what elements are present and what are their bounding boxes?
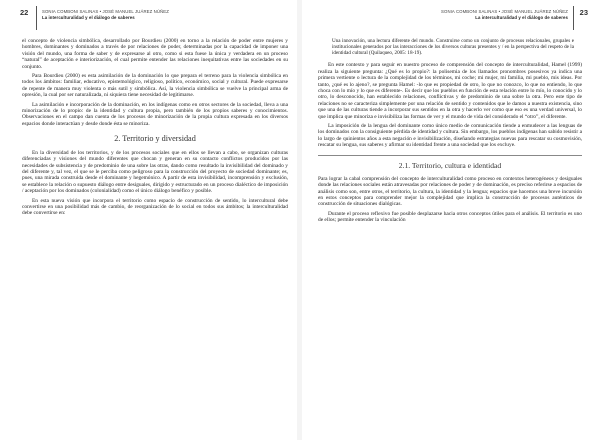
- left-running-head: [42, 9, 169, 21]
- right-page: [302, 0, 599, 440]
- header-divider: [36, 6, 37, 30]
- section-heading: 2. Territorio y diversidad: [114, 134, 196, 144]
- left-page-number: 22: [20, 8, 29, 17]
- block-quote: Una innovación, una lectura diferente del mundo. Construirse como un conjunto de procesos relacionales, grupales e institucionales generados por las interacciones de los diversos culturas presentes y / en la perspectiva del respeto de la identidad cultural (Quilaqueo, 2005: 18-19).: [332, 38, 574, 57]
- paragraph: En la diversidad de los territorios, y de los procesos sociales que en ellos se llevan a cabo, se organizan culturas diferenciadas y visiones del mundo diferentes que chocan y generan en su contacto conflictos producidos por las necesidades de subsistencia y de predominio de una sobre las otras, dando como resultado la invisibilidad del dominado y del diferente y, tal vez, el que se le perciba como peligroso para la construcción del proyecto de sociedad dominante; es, pues, una mirada construida desde el dominante y hegemónico. A partir de esta invisibilidad, incomprensión y exclusión, se establece la relación o supuesto diálogo entre desiguales, dirigido y estructurado en un proceso dialéctico de imposición / aceptación por los dominados (colonialidad) como el único diálogo benéfico y posible.: [22, 149, 288, 195]
- paragraph: Para Bourdieu (2000) es esta asimilación de la dominación lo que prepara el terreno para la violencia simbólica en todos los ámbitos: familiar, educativo, epistemológico, religioso, político, económico, social y cultural. Puede expresarse de repente de manera muy violenta o más sutil y simbólica. Así, la violencia simbólica se vuelve la principal arma de opresión, la cual por ser naturalizada, ni siquiera tiene necesidad de legitimarse.: [22, 73, 288, 99]
- header-divider: [573, 6, 574, 30]
- paragraph: Durante el proceso reflexivo fue posible desplazarse hacia otros conceptos útiles para el análisis. El territorio es uno de ellos; permite entender la vinculación: [318, 210, 582, 224]
- paragraph: En este contexto y para seguir en nuestro proceso de comprensión del concepto de interculturalidad, Hamel (1999) realiza la siguiente pregunta: ¿Qué es lo propio?: la polisemia de los llamados pronombres posesivos ya indica una primera vertiente o lectura de la complejidad de los términos, mi coche; mi mujer, mi familia, mi pueblo, mis ideas. Por tanto, ¿qué es lo ajeno?, se pregunta Hamel: -lo que es propiedad de otro, lo que no conozco, lo que no entiendo, lo que choca con lo mío y lo que es diferente-. Es decir que los pueblos en función de esta relación entre lo mío, lo conocido y lo otro, lo desconocido, han establecido relaciones, conflictivas y de predominio de una sobre la otra. Pero este tipo de relaciones no se caracteriza simplemente por una relación de sentido y contenidos que le damos a nuestra existencia, sino que una de las culturas tiende a incorporar sus sentidos en la otra y hacerlo ver como que eso es una verdad universal, lo que implica que minoriza e invisibiliza las formas de ver y el mundo de vida del considerado el “otro”, el diferente.: [318, 62, 582, 120]
- left-page-header: [20, 8, 290, 30]
- paragraph: Para lograr la cabal comprensión del concepto de interculturalidad como proceso en contextos heterogéneos y desiguales donde las relaciones sociales están atravesadas por relaciones de poder y de dominación, es preciso referirse a espacios de análisis como son, entre otros, el territorio, la cultura, la identidad y la lengua; espacios que hacemos una breve incursión en estos conceptos para comprender mejor la complejidad que implica la construcción de procesos auténticos de construcción de situaciones dialógicas.: [318, 175, 582, 208]
- subsection-heading: 2.1. Territorio, cultura e identidad: [398, 161, 502, 171]
- left-page-body: [22, 38, 288, 220]
- right-page-body: [318, 38, 582, 227]
- header-authors: SONIA COMBONI SALINAS • JOSÉ MANUEL JUÁREZ NÚÑEZ: [42, 9, 169, 14]
- paragraph: En esta nueva visión que incorpora el territorio como espacio de construcción de sentido, lo intercultural debe convertirse en una posibilidad más de cambio, de reorganización de lo social en todos sus ámbitos; la interculturalidad debe convertirse en:: [22, 197, 288, 217]
- right-running-head: [441, 9, 568, 21]
- header-authors: SONIA COMBONI SALINAS • JOSÉ MANUEL JUÁREZ NÚÑEZ: [441, 9, 568, 14]
- right-page-number: 23: [579, 8, 588, 17]
- paragraph: el concepto de violencia simbólica, desarrollado por Bourdieu (2000) en torno a la relación de poder entre mujeres y hombres, dominantes y dominados a través de por relaciones de poder, determinadas por la capacidad de imponer una visión del mundo, una forma de saber y de expresarse al otro, como si esta fuese la única y verdadera en un proceso “natural” de aceptación e interiorización, el cual permite entender las relaciones inequitativas entre las sociedades en su conjunto.: [22, 38, 288, 70]
- left-page: [0, 0, 297, 440]
- paragraph: La asimilación e incorporación de la dominación, en los indígenas como en otros sectores de la sociedad, lleva a una minorización de lo propio: de la identidad y cultura propia, pero también de los propios saberes y conocimientos. Observaciones en el campo dan cuenta de los procesos de minorización de la propia cultura expresada en los diversos espacios donde interactúan y desde donde ésta se minoriza.: [22, 101, 288, 127]
- right-page-header: [310, 8, 588, 30]
- header-book-title: La interculturalidad y el diálogo de saberes: [42, 15, 135, 20]
- paragraph: La imposición de la lengua del dominante como único medio de comunicación tiende a enmudecer a las lenguas de los dominados con la consiguiente pérdida de identidad y cultura. Sin embargo, los pueblos indígenas han sabido resistir a lo largo de quinientos años a esta negación e invisibilización, diseñando estrategias nuevas para rescatar su cosmovisión, rescatar su lengua, sus saberes y afirmar su identidad frente a una sociedad que los excluye.: [318, 122, 582, 149]
- section-divider: [318, 155, 582, 156]
- header-book-title: La interculturalidad y el diálogo de saberes: [475, 15, 568, 20]
